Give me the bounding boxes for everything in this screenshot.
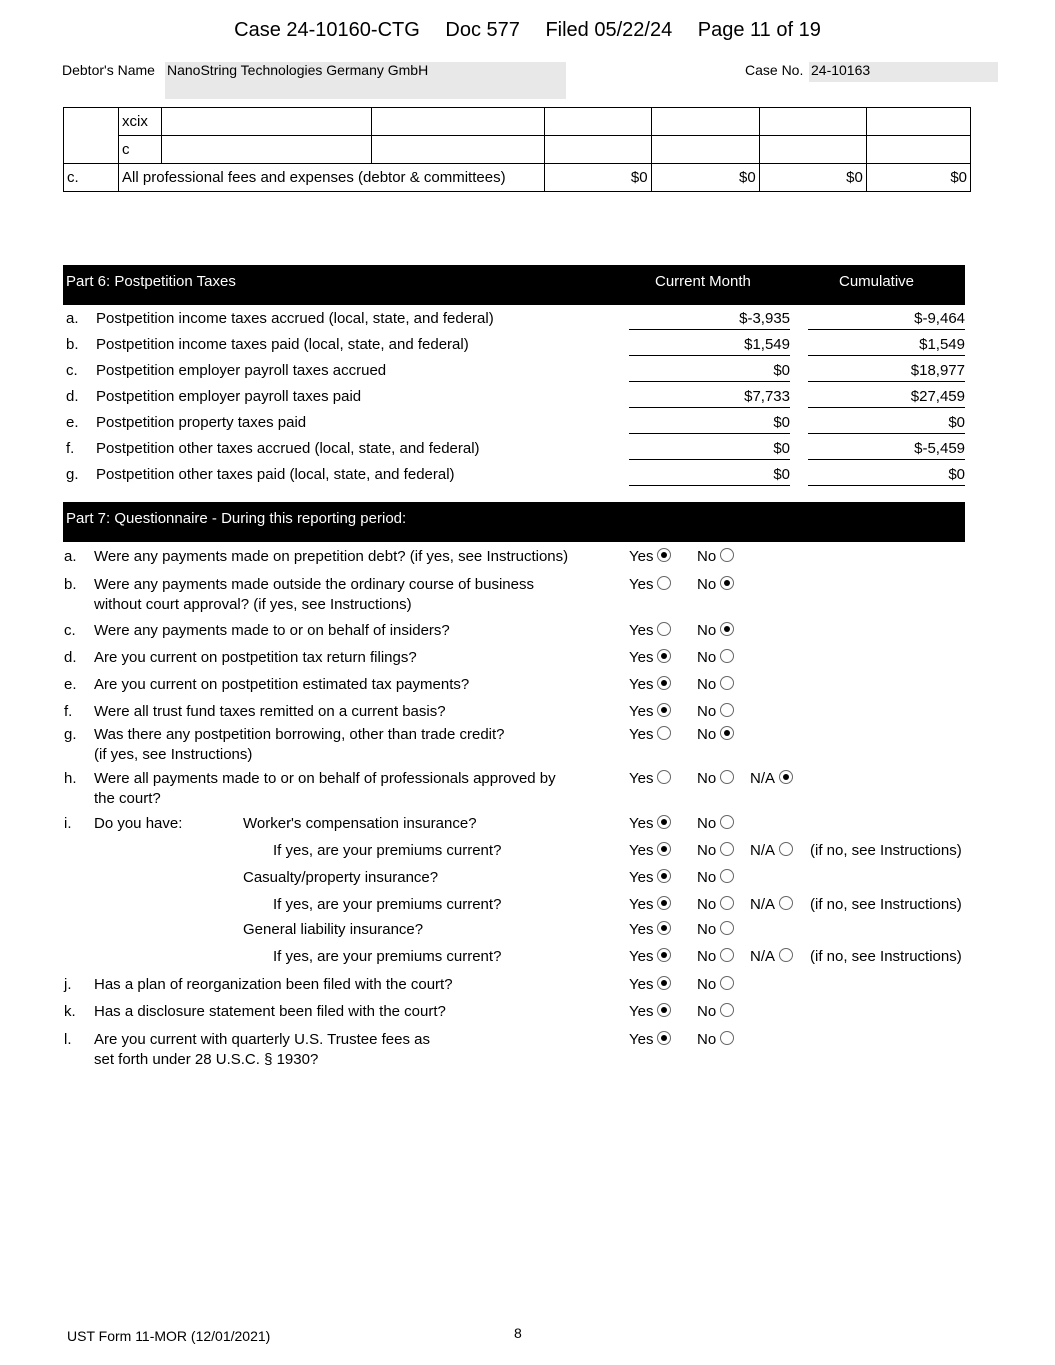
radio-icon[interactable] [657,842,671,856]
row-letter: a. [66,310,79,327]
no-option-label: No [697,676,717,693]
no-option[interactable] [697,842,734,859]
question-text: Are you current on postpetition tax return filings? [94,649,417,666]
radio-icon[interactable] [720,649,734,663]
yes-option[interactable] [629,815,671,832]
row-number: c [119,136,162,164]
current-underline [629,459,790,460]
col-current-month: Current Month [655,273,751,290]
radio-icon[interactable] [720,976,734,990]
radio-icon[interactable] [720,622,734,636]
no-option-label: No [697,649,717,666]
cumulative-value[interactable]: $-9,464 [914,310,965,327]
row-letter: c. [66,362,78,379]
fees-total-value: $0 [544,164,651,192]
row-letter: l. [64,1031,72,1048]
tax-row-label: Postpetition employer payroll taxes paid [96,388,362,405]
yes-option[interactable] [629,948,671,965]
no-option[interactable] [697,869,734,886]
yes-option-label: Yes [629,676,654,693]
no-option[interactable] [697,576,734,593]
radio-icon[interactable] [720,548,734,562]
radio-icon[interactable] [657,622,671,636]
current-month-value[interactable]: $1,549 [744,336,790,353]
radio-icon[interactable] [720,921,734,935]
no-option[interactable] [697,815,734,832]
yes-option-label: Yes [629,649,654,666]
current-underline [629,485,790,486]
yes-option[interactable] [629,921,671,938]
no-option-label: No [697,622,717,639]
current-month-value[interactable]: $0 [773,466,790,483]
cumulative-underline [808,433,965,434]
question-text: Are you current with quarterly U.S. Trustee fees as [94,1031,430,1048]
cumulative-underline [808,381,965,382]
na-option-label: N/A [750,896,776,913]
yes-option-label: Yes [629,770,654,787]
yes-option-label: Yes [629,726,654,743]
form-id: UST Form 11-MOR (12/01/2021) [67,1328,271,1344]
current-month-value[interactable]: $7,733 [744,388,790,405]
current-month-value[interactable]: $0 [773,362,790,379]
yes-option-label: Yes [629,815,654,832]
premium-question: If yes, are your premiums current? [273,842,502,859]
question-text: Has a disclosure statement been filed with the court? [94,1003,446,1020]
question-text-cont: set forth under 28 U.S.C. § 1930? [94,1051,319,1068]
yes-option[interactable] [629,770,671,787]
no-option[interactable] [697,726,734,743]
yes-option[interactable] [629,576,671,593]
question-text-cont: the court? [94,790,161,807]
yes-option-label: Yes [629,842,654,859]
do-you-have-label: Do you have: [94,815,183,832]
yes-option[interactable] [629,726,671,743]
radio-icon[interactable] [657,576,671,590]
row-letter: d. [66,388,79,405]
yes-option[interactable] [629,703,671,720]
no-option-label: No [697,976,717,993]
no-option[interactable] [697,548,734,565]
instructions-note: (if no, see Instructions) [810,948,962,965]
no-option-label: No [697,576,717,593]
debtor-name-value: NanoString Technologies Germany GmbH [167,62,429,78]
radio-icon[interactable] [657,1031,671,1045]
radio-icon[interactable] [657,896,671,910]
radio-icon[interactable] [720,842,734,856]
no-option[interactable] [697,1003,734,1020]
professional-fees-table [63,107,971,192]
yes-option-label: Yes [629,948,654,965]
row-letter: b. [66,336,79,353]
no-option-label: No [697,815,717,832]
no-option-label: No [697,869,717,886]
col-cumulative: Cumulative [839,273,915,290]
question-text: Were any payments made to or on behalf of insiders? [94,622,450,639]
na-option[interactable] [750,842,793,859]
yes-option[interactable] [629,869,671,886]
yes-option[interactable] [629,976,671,993]
na-option-label: N/A [750,770,776,787]
insurance-label: General liability insurance? [243,921,424,938]
row-letter: b. [64,576,77,593]
cumulative-value[interactable]: $0 [948,466,965,483]
no-option-label: No [697,703,717,720]
yes-option[interactable] [629,842,671,859]
radio-icon[interactable] [720,676,734,690]
row-letter: i. [64,815,72,832]
fees-total-label: All professional fees and expenses (debtor & committees) [119,164,544,192]
current-underline [629,381,790,382]
part6-header [63,265,965,305]
cumulative-underline [808,459,965,460]
no-option[interactable] [697,1031,734,1048]
question-text: Has a plan of reorganization been filed with the court? [94,976,453,993]
fees-total-value: $0 [866,164,970,192]
no-option[interactable] [697,921,734,938]
yes-option-label: Yes [629,869,654,886]
cumulative-value[interactable]: $0 [948,414,965,431]
row-letter: h. [64,770,77,787]
yes-option-label: Yes [629,548,654,565]
no-option[interactable] [697,896,734,913]
current-month-value[interactable]: $0 [773,414,790,431]
no-option[interactable] [697,770,734,787]
cumulative-value[interactable]: $18,977 [910,362,965,379]
row-number: xcix [119,108,162,136]
page-indicator-header: Page 11 of 19 [697,19,821,41]
radio-icon[interactable] [779,896,793,910]
debtor-name-label: Debtor's Name [62,62,155,78]
yes-option-label: Yes [629,1031,654,1048]
question-text: Are you current on postpetition estimated tax payments? [94,676,470,693]
row-letter: e. [66,414,79,431]
row-letter: e. [64,676,77,693]
premium-question: If yes, are your premiums current? [273,948,502,965]
question-text-cont: (if yes, see Instructions) [94,746,253,763]
cumulative-value[interactable]: $27,459 [910,388,965,405]
current-underline [629,329,790,330]
no-option-label: No [697,726,717,743]
current-underline [629,407,790,408]
radio-icon[interactable] [720,869,734,883]
radio-icon[interactable] [657,976,671,990]
question-text-cont: without court approval? (if yes, see Instructions) [94,596,412,613]
cumulative-underline [808,485,965,486]
no-option[interactable] [697,948,734,965]
na-option-label: N/A [750,948,776,965]
cumulative-value[interactable]: $-5,459 [914,440,965,457]
tax-row-label: Postpetition income taxes paid (local, state, and federal) [96,336,469,353]
no-option[interactable] [697,976,734,993]
yes-option-label: Yes [629,1003,654,1020]
tax-row-label: Postpetition property taxes paid [96,414,307,431]
insurance-label: Casualty/property insurance? [243,869,439,886]
radio-icon[interactable] [657,703,671,717]
yes-option[interactable] [629,649,671,666]
yes-option[interactable] [629,676,671,693]
radio-icon[interactable] [720,948,734,962]
yes-option[interactable] [629,622,671,639]
question-text: Were any payments made on prepetition debt? (if yes, see Instructions) [94,548,569,565]
question-text: Was there any postpetition borrowing, other than trade credit? [94,726,505,743]
radio-icon[interactable] [720,896,734,910]
part7-title: Part 7: Questionnaire - During this reporting period: [66,510,407,527]
part6-title: Part 6: Postpetition Taxes [66,273,236,290]
current-underline [629,355,790,356]
radio-icon[interactable] [720,703,734,717]
yes-option-label: Yes [629,896,654,913]
radio-icon[interactable] [657,676,671,690]
no-option-label: No [697,842,717,859]
row-letter: c. [64,164,119,192]
radio-icon[interactable] [657,815,671,829]
yes-option-label: Yes [629,921,654,938]
table-row [64,108,971,136]
radio-icon[interactable] [720,815,734,829]
no-option-label: No [697,896,717,913]
cumulative-underline [808,329,965,330]
no-option-label: No [697,548,717,565]
page-number: 8 [514,1325,522,1341]
row-letter: g. [66,466,79,483]
doc-number-header: Doc 577 [445,19,520,41]
radio-icon[interactable] [720,1003,734,1017]
yes-option-label: Yes [629,976,654,993]
radio-icon[interactable] [720,1031,734,1045]
question-text: Were all trust fund taxes remitted on a current basis? [94,703,446,720]
instructions-note: (if no, see Instructions) [810,896,962,913]
radio-icon[interactable] [779,770,793,784]
radio-icon[interactable] [720,726,734,740]
na-option[interactable] [750,770,793,787]
no-option-label: No [697,770,717,787]
na-option-label: N/A [750,842,776,859]
no-option[interactable] [697,703,734,720]
no-option-label: No [697,1003,717,1020]
cumulative-underline [808,355,965,356]
tax-row-label: Postpetition income taxes accrued (local, state, and federal) [96,310,494,327]
no-option[interactable] [697,622,734,639]
instructions-note: (if no, see Instructions) [810,842,962,859]
yes-option[interactable] [629,1031,671,1048]
current-month-value[interactable]: $-3,935 [739,310,790,327]
filed-date-header: Filed 05/22/24 [545,19,673,41]
no-option-label: No [697,948,717,965]
tax-row-label: Postpetition other taxes accrued (local, state, and federal) [96,440,480,457]
yes-option-label: Yes [629,703,654,720]
cumulative-value[interactable]: $1,549 [919,336,965,353]
radio-icon[interactable] [657,770,671,784]
yes-option-label: Yes [629,622,654,639]
radio-icon[interactable] [657,948,671,962]
case-number-header: Case 24-10160-CTG [234,19,420,41]
no-option-label: No [697,1031,717,1048]
na-option[interactable] [750,948,793,965]
current-underline [629,433,790,434]
row-letter: c. [64,622,76,639]
question-text: Were any payments made outside the ordinary course of business [94,576,534,593]
yes-option[interactable] [629,896,671,913]
radio-icon[interactable] [657,1003,671,1017]
question-text: Were all payments made to or on behalf of professionals approved by [94,770,556,787]
fees-total-value: $0 [651,164,759,192]
row-letter: f. [66,440,75,457]
radio-icon[interactable] [657,649,671,663]
tax-row-label: Postpetition employer payroll taxes accrued [96,362,387,379]
tax-row-label: Postpetition other taxes paid (local, state, and federal) [96,466,455,483]
no-option[interactable] [697,649,734,666]
radio-icon[interactable] [657,548,671,562]
part7-header [63,502,965,542]
row-letter: a. [64,548,77,565]
no-option-label: No [697,921,717,938]
case-no-value: 24-10163 [811,62,871,78]
yes-option[interactable] [629,548,671,565]
court-header [0,19,1055,42]
current-month-value[interactable]: $0 [773,440,790,457]
radio-icon[interactable] [657,726,671,740]
fees-total-value: $0 [759,164,866,192]
radio-icon[interactable] [720,770,734,784]
na-option[interactable] [750,896,793,913]
yes-option-label: Yes [629,576,654,593]
case-no-label: Case No. [745,62,804,78]
row-letter: d. [64,649,77,666]
radio-icon[interactable] [657,869,671,883]
row-letter: j. [64,976,72,993]
yes-option[interactable] [629,1003,671,1020]
cumulative-underline [808,407,965,408]
radio-icon[interactable] [720,576,734,590]
no-option[interactable] [697,676,734,693]
radio-icon[interactable] [779,948,793,962]
fees-total-row [64,164,971,192]
row-letter: k. [64,1003,76,1020]
table-row [64,136,971,164]
radio-icon[interactable] [779,842,793,856]
row-letter: f. [64,703,73,720]
radio-icon[interactable] [657,921,671,935]
insurance-label: Worker's compensation insurance? [243,815,477,832]
premium-question: If yes, are your premiums current? [273,896,502,913]
row-letter: g. [64,726,77,743]
